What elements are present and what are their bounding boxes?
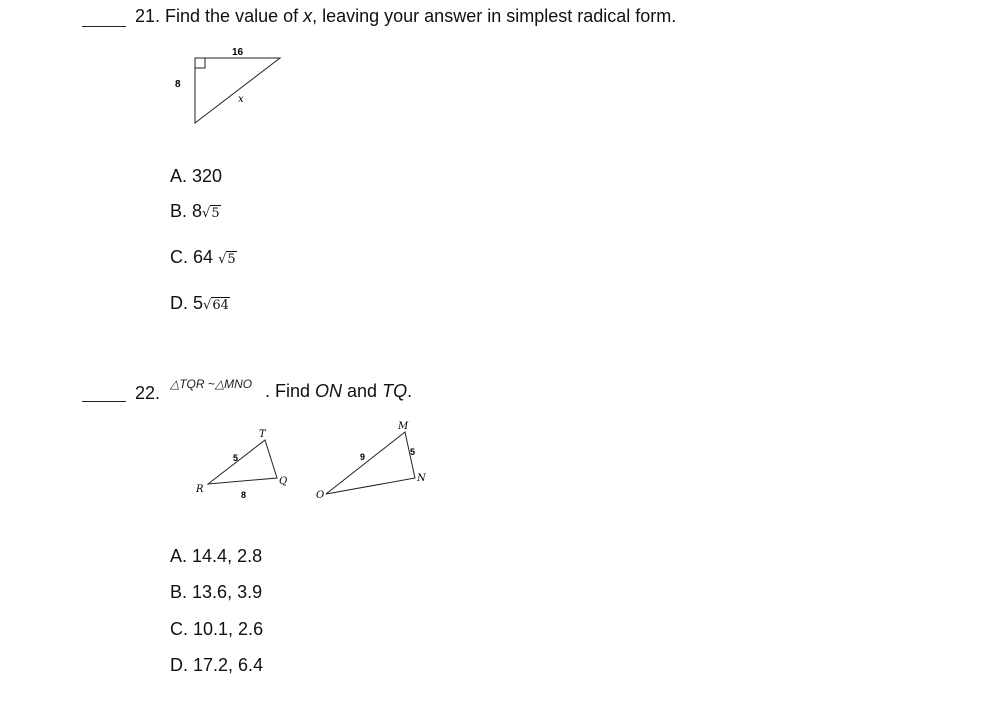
q21-choice-b-letter: B. — [170, 201, 188, 221]
q22-prompt-prefix: . Find — [265, 381, 316, 401]
q21-label-top: 16 — [232, 47, 244, 58]
q21-choice-a[interactable] — [170, 166, 222, 186]
q21-right-triangle-figure — [0, 0, 996, 160]
q22-choice-a-value: 14.4, 2.8 — [192, 546, 263, 566]
q21-label-left: 8 — [175, 79, 181, 90]
q22-similarity-statement: △TQR ~△MNO — [170, 377, 253, 391]
q21-choice-d-radical — [203, 297, 230, 313]
q22-label-Q: Q — [279, 476, 288, 487]
q22-choice-a-letter: A. — [170, 546, 188, 566]
q22-period: . — [407, 381, 413, 401]
q21-prompt-prefix: 21. Find the value of — [135, 6, 304, 26]
answer-blank-22[interactable] — [82, 401, 126, 402]
q21-choice-b-radical — [202, 205, 221, 221]
q22-number: 22. — [135, 383, 161, 403]
q21-choice-a-value: 320 — [192, 166, 223, 186]
q22-label-N: N — [417, 473, 426, 484]
q21-choice-c-radicand: 5 — [227, 252, 236, 267]
q21-triangle — [195, 58, 280, 123]
q22-choice-d-letter: D. — [170, 655, 188, 675]
q22-choice-b-letter: B. — [170, 582, 188, 602]
q21-choice-d-coef: 5 — [193, 293, 204, 313]
q22-choice-c-letter: C. — [170, 619, 188, 639]
q21-right-angle-marker — [195, 58, 205, 68]
q22-choice-d[interactable] — [170, 655, 263, 675]
q22-choice-c-value: 10.1, 2.6 — [193, 619, 264, 639]
q22-label-side-rq: 8 — [241, 490, 247, 500]
q22-label-side-mn: 5 — [410, 447, 416, 457]
q22-label-T: T — [259, 429, 266, 440]
q22-label-R: R — [196, 484, 204, 495]
q22-label-side-om: 9 — [360, 452, 366, 462]
q21-choice-b-coef: 8 — [192, 201, 203, 221]
q21-choice-d-radicand: 64 — [212, 298, 229, 313]
q21-prompt-suffix: , leaving your answer in simplest radical form. — [312, 6, 677, 26]
q21-prompt-var: x — [303, 6, 313, 26]
q21-choice-a-letter: A. — [170, 166, 188, 186]
question-22-prompt — [265, 381, 412, 401]
q21-choice-c-letter: C. — [170, 247, 188, 267]
q21-choice-c-radical — [218, 251, 237, 267]
q22-triangle-mno — [326, 432, 415, 494]
q22-choice-b[interactable] — [170, 582, 262, 602]
q22-choice-a[interactable] — [170, 546, 262, 566]
q22-label-side-rt: 5 — [233, 453, 239, 463]
q22-label-O: O — [316, 490, 325, 501]
q21-choice-d-letter: D. — [170, 293, 188, 313]
q21-choice-c[interactable] — [170, 247, 237, 270]
q22-label-M: M — [398, 421, 409, 432]
q22-and-text: and — [342, 381, 383, 401]
q21-choice-d[interactable] — [170, 293, 230, 316]
q22-choice-c[interactable] — [170, 619, 263, 639]
q22-seg1: ON — [315, 381, 343, 401]
q21-choice-c-coef: 64 — [193, 247, 214, 267]
q21-label-hyp: x — [238, 94, 244, 105]
q22-choice-b-value: 13.6, 3.9 — [192, 582, 263, 602]
q22-similar-triangles-figure — [0, 410, 996, 510]
q21-choice-b[interactable] — [170, 201, 221, 224]
radical-sign-icon: √ — [203, 298, 212, 313]
q21-choice-b-radicand: 5 — [211, 206, 220, 221]
radical-sign-icon: √ — [218, 252, 227, 267]
q22-choice-d-value: 17.2, 6.4 — [193, 655, 264, 675]
q22-triangle-tqr — [208, 440, 277, 484]
radical-sign-icon: √ — [202, 206, 211, 221]
q22-seg2: TQ — [382, 381, 408, 401]
